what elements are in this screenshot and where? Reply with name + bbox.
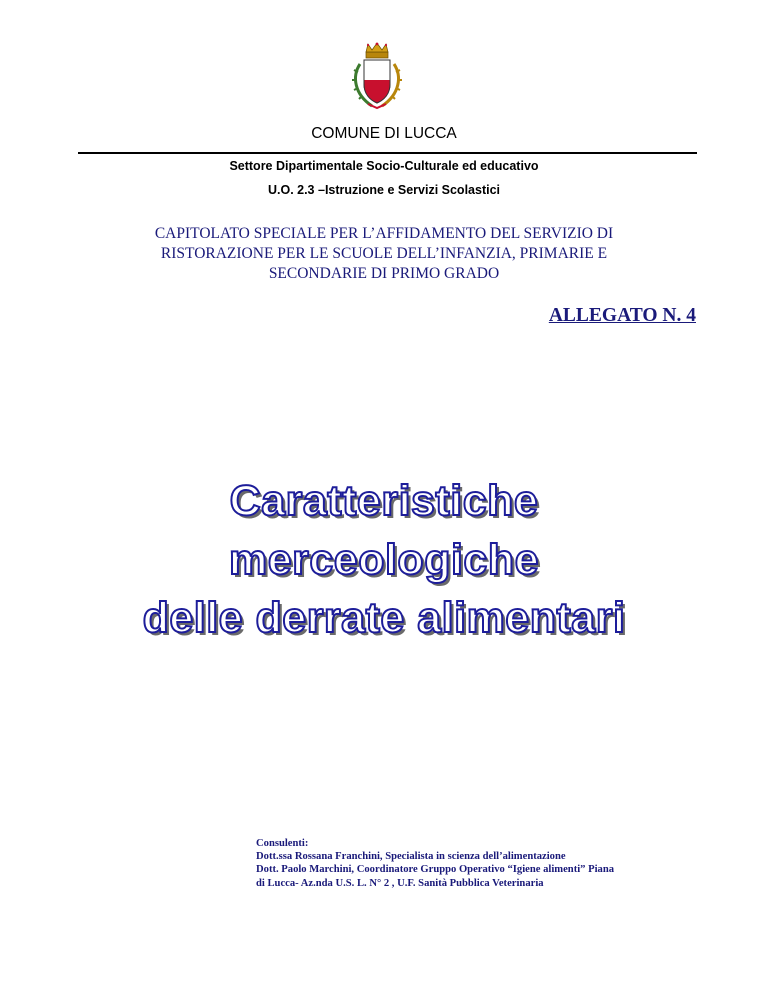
main-title-line: Caratteristiche: [229, 477, 539, 525]
consulente-line: di Lucca- Az.nda U.S. L. N° 2 , U.F. Sanità Pubblica Veterinaria: [256, 877, 544, 889]
capitolato-title: [70, 224, 698, 284]
capitolato-line: CAPITOLATO SPECIALE PER L’AFFIDAMENTO DEL SERVIZIO DI: [154, 225, 614, 242]
settore-heading: Settore Dipartimentale Socio-Culturale ed educativo: [229, 159, 539, 173]
unita-operativa-heading: U.O. 2.3 –Istruzione e Servizi Scolastici: [267, 183, 501, 197]
consulente-line: Dott.ssa Rossana Franchini, Specialista in scienza dell’alimentazione: [256, 851, 566, 863]
capitolato-line: RISTORAZIONE PER LE SCUOLE DELL’INFANZIA, PRIMARIE E: [160, 245, 608, 262]
consulenti-block: [256, 837, 706, 890]
allegato-label: ALLEGATO N. 4: [548, 305, 696, 326]
comune-di-lucca-coat-of-arms-icon: [348, 42, 406, 112]
consulente-line: Dott. Paolo Marchini, Coordinatore Gruppo Operativo “Igiene alimenti” Piana: [256, 864, 615, 876]
main-title-line: merceologiche: [229, 536, 539, 584]
main-title-line: delle derrate alimentari: [142, 594, 626, 642]
header-divider: [78, 152, 697, 154]
consulenti-label: Consulenti:: [256, 838, 309, 849]
capitolato-line: SECONDARIE DI PRIMO GRADO: [268, 265, 500, 282]
comune-name: COMUNE DI LUCCA: [311, 125, 457, 142]
